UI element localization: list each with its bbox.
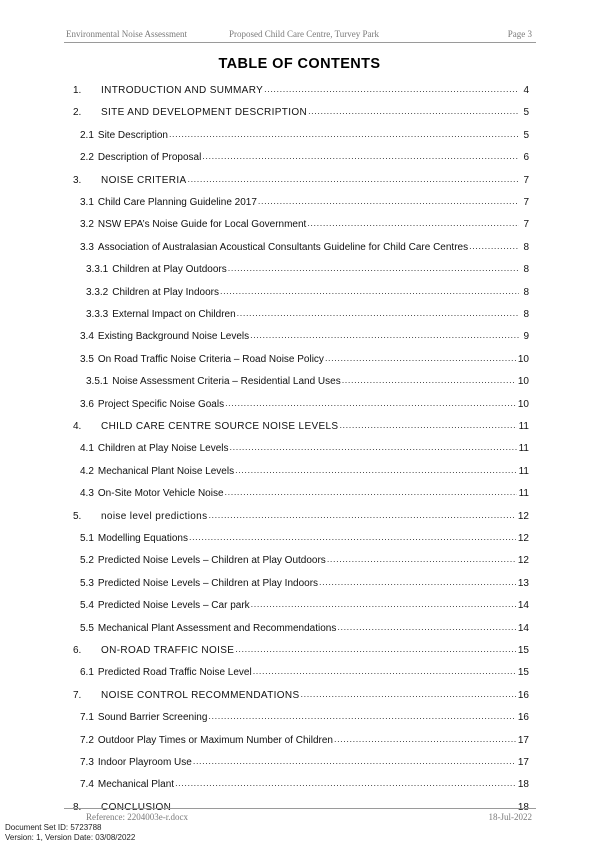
toc-entry-page: 10: [517, 353, 529, 365]
toc-dot-leader: [301, 690, 516, 699]
toc-entry-number: 6.1: [80, 667, 94, 679]
toc-entry-title: On-Site Motor Vehicle Noise: [97, 488, 224, 500]
footer-reference: Reference: 2204003e-r.docx: [86, 812, 188, 822]
toc-entry-page: 7: [523, 219, 529, 231]
toc-entry-page: 10: [517, 398, 529, 410]
toc-entry-page: 14: [517, 600, 529, 612]
toc-dot-leader: [169, 130, 519, 139]
toc-entry-number: 1.: [73, 85, 82, 96]
toc-entry-number: 3.5.1: [86, 376, 109, 388]
toc-entry-title: NOISE CONTROL RECOMMENDATIONS: [101, 689, 300, 701]
toc-entry[interactable]: [80, 326, 529, 342]
toc-entry-page: 9: [523, 331, 529, 343]
page-footer: [64, 808, 536, 823]
toc-dot-leader: [342, 376, 516, 385]
toc-entry-page: 8: [523, 286, 529, 298]
toc-entry-number: 4.3: [80, 488, 94, 500]
toc-entry-title: Children at Play Indoors: [112, 286, 219, 298]
toc-entry[interactable]: [86, 259, 529, 275]
toc-entry-title: Noise Assessment Criteria – Residential Land Uses: [112, 376, 341, 388]
toc-entry-title: Existing Background Noise Levels: [97, 331, 250, 343]
toc-entry-number: 3.3.3: [86, 309, 109, 320]
toc-dot-leader: [469, 242, 519, 251]
toc-entry-title: SITE AND DEVELOPMENT DESCRIPTION: [101, 107, 308, 119]
toc-entry-number: 7.2: [80, 734, 94, 746]
toc-entry-title: Mechanical Plant: [97, 779, 175, 791]
toc-entry-number: 7.: [73, 689, 82, 701]
toc-entry[interactable]: [73, 80, 529, 96]
toc-entry[interactable]: [80, 483, 529, 499]
toc-entry-number: 2.: [73, 107, 82, 119]
toc-entry-page: 11: [518, 443, 529, 455]
toc-dot-leader: [225, 399, 516, 408]
header-document-type: Environmental Noise Assessment: [66, 29, 187, 39]
toc-entry-title: Sound Barrier Screening: [97, 712, 208, 724]
toc-entry-page: 7: [523, 174, 529, 186]
toc-entry-number: 6.: [73, 645, 82, 656]
toc-entry-number: 7.3: [80, 757, 94, 768]
toc-entry-number: 5.2: [80, 555, 94, 567]
toc-dot-leader: [220, 287, 519, 296]
toc-entry-page: 5: [523, 107, 529, 119]
toc-dot-leader: [187, 175, 519, 184]
toc-entry[interactable]: [73, 170, 529, 186]
toc-entry-page: 10: [517, 376, 529, 388]
toc-entry-page: 7: [523, 197, 529, 208]
toc-entry[interactable]: [73, 685, 529, 701]
toc-dot-leader: [250, 331, 519, 340]
toc-entry[interactable]: [80, 550, 529, 566]
toc-entry-page: 11: [518, 465, 529, 477]
toc-entry-title: ON-ROAD TRAFFIC NOISE: [101, 645, 235, 656]
toc-entry-number: 7.1: [80, 712, 94, 724]
page-header: [64, 28, 536, 43]
toc-dot-leader: [339, 421, 516, 430]
toc-entry-number: 5.4: [80, 600, 94, 612]
toc-entry[interactable]: [73, 416, 529, 432]
header-page-number: Page 3: [507, 29, 532, 39]
toc-entry[interactable]: [80, 147, 529, 163]
toc-entry[interactable]: [80, 192, 529, 208]
toc-entry-number: 5.1: [80, 533, 94, 544]
toc-entry-number: 3.2: [80, 219, 94, 231]
toc-entry[interactable]: [80, 662, 529, 678]
toc-entry-title: Association of Australasian Acoustical Consultants Guideline for Child Care Centres: [97, 241, 469, 253]
toc-entry-number: 5.3: [80, 577, 94, 589]
toc-entry-page: 14: [517, 622, 529, 634]
toc-entry-title: Outdoor Play Times or Maximum Number of Children: [97, 734, 333, 746]
toc-dot-leader: [208, 511, 515, 520]
toc-entry-title: Predicted Road Traffic Noise Level: [97, 667, 252, 679]
toc-dot-leader: [193, 757, 516, 766]
toc-entry-title: Indoor Playroom Use: [97, 757, 192, 768]
toc-entry[interactable]: [80, 707, 529, 723]
toc-entry-number: 3.6: [80, 398, 94, 410]
toc-entry[interactable]: [80, 394, 529, 410]
toc-dot-leader: [258, 197, 519, 206]
toc-entry-title: Site Description: [97, 129, 168, 141]
toc-entry-page: 12: [517, 533, 529, 544]
header-project-name: Proposed Child Care Centre, Turvey Park: [229, 29, 379, 39]
toc-dot-leader: [235, 645, 516, 654]
toc-entry-page: 12: [517, 510, 529, 522]
toc-entry[interactable]: [80, 595, 529, 611]
toc-entry-number: 2.1: [80, 129, 94, 141]
toc-entry-page: 15: [517, 667, 529, 679]
toc-entry[interactable]: [80, 573, 529, 589]
toc-entry-title: NOISE CRITERIA: [101, 174, 187, 186]
toc-entry-title: noise level predictions: [101, 510, 208, 522]
toc-entry-number: 3.5: [80, 353, 94, 365]
toc-entry-title: NSW EPA’s Noise Guide for Local Government: [97, 219, 307, 231]
toc-entry-page: 8: [523, 241, 529, 253]
toc-entry-title: On Road Traffic Noise Criteria – Road Noise Policy: [97, 353, 324, 365]
toc-entry-number: 4.1: [80, 443, 94, 455]
toc-entry-page: 5: [523, 129, 529, 141]
toc-entry-title: INTRODUCTION AND SUMMARY: [101, 85, 264, 96]
toc-dot-leader: [175, 779, 516, 788]
toc-entry-number: 5.: [73, 510, 82, 522]
toc-dot-leader: [325, 354, 516, 363]
toc-entry-title: CONCLUSION: [101, 801, 172, 813]
toc-entry-page: 12: [517, 555, 529, 567]
toc-entry[interactable]: [80, 461, 529, 477]
toc-entry[interactable]: [73, 102, 529, 118]
document-stamp: [5, 823, 135, 843]
toc-title: TABLE OF CONTENTS: [218, 56, 381, 72]
document-set-id: Document Set ID: 5723788: [5, 823, 102, 832]
toc-dot-leader: [237, 309, 519, 318]
toc-entry[interactable]: [80, 125, 529, 141]
toc-entry-page: 18: [517, 801, 529, 813]
toc-entry-page: 15: [517, 645, 529, 656]
toc-entry[interactable]: [73, 640, 529, 656]
toc-dot-leader: [202, 152, 519, 161]
toc-entry-title: Mechanical Plant Noise Levels: [97, 465, 235, 477]
toc-entry-title: Child Care Planning Guideline 2017: [97, 197, 257, 208]
toc-entry-number: 3.3: [80, 241, 94, 253]
toc-dot-leader: [189, 533, 516, 542]
toc-entry-number: 5.5: [80, 622, 94, 634]
toc-dot-leader: [334, 735, 516, 744]
document-version: Version: 1, Version Date: 03/08/2022: [5, 833, 136, 842]
toc-entry-title: Description of Proposal: [97, 152, 202, 164]
toc-dot-leader: [337, 623, 516, 632]
toc-entry-page: 17: [517, 757, 529, 768]
footer-date: 18-Jul-2022: [488, 812, 532, 822]
toc-entry-page: 6: [523, 152, 529, 164]
toc-entry-title: External Impact on Children: [112, 309, 236, 320]
toc-dot-leader: [230, 443, 517, 452]
toc-entry[interactable]: [80, 730, 529, 746]
toc-entry-page: 13: [517, 577, 529, 589]
toc-entry-number: 4.2: [80, 465, 94, 477]
toc-dot-leader: [319, 578, 516, 587]
toc-entry-title: Project Specific Noise Goals: [97, 398, 225, 410]
toc-entry-page: 11: [518, 488, 529, 500]
toc-entry[interactable]: [80, 774, 529, 790]
toc-entry-number: 3.4: [80, 331, 94, 343]
toc-dot-leader: [251, 600, 516, 609]
toc-dot-leader: [235, 466, 517, 475]
toc-entry-title: Predicted Noise Levels – Children at Play Outdoors: [97, 555, 326, 567]
toc-entry-number: 3.: [73, 174, 82, 186]
toc-entry[interactable]: [86, 371, 529, 387]
toc-entry[interactable]: [80, 349, 529, 365]
toc-entry-page: 11: [518, 421, 529, 432]
toc-dot-leader: [264, 85, 519, 94]
toc-entry-title: Predicted Noise Levels – Children at Play Indoors: [97, 577, 319, 589]
toc-entry-number: 3.1: [80, 197, 94, 208]
toc-entry-title: Modelling Equations: [97, 533, 188, 544]
toc-entry-number: 3.3.1: [86, 264, 109, 276]
toc-entry-title: Children at Play Outdoors: [112, 264, 227, 276]
toc-entry-page: 16: [517, 689, 529, 701]
toc-dot-leader: [253, 667, 516, 676]
toc-dot-leader: [308, 107, 519, 116]
toc-dot-leader: [307, 219, 519, 228]
toc-entry-title: Mechanical Plant Assessment and Recommendations: [97, 622, 337, 634]
toc-entry[interactable]: [80, 237, 529, 253]
toc-entry-page: 4: [523, 85, 529, 96]
toc-dot-leader: [225, 488, 517, 497]
toc-entry[interactable]: [80, 618, 529, 634]
toc-entry-page: 16: [517, 712, 529, 724]
toc-entry-number: 4.: [73, 421, 82, 432]
toc-entry[interactable]: [73, 506, 529, 522]
toc-entry[interactable]: [80, 438, 529, 454]
toc-entry-title: CHILD CARE CENTRE SOURCE NOISE LEVELS: [101, 421, 339, 432]
toc-entry[interactable]: [80, 752, 529, 768]
toc-dot-leader: [327, 555, 516, 564]
toc-entry-page: 18: [517, 779, 529, 791]
toc-entry-number: 3.3.2: [86, 286, 109, 298]
toc-dot-leader: [208, 712, 515, 721]
toc-entry-page: 17: [517, 734, 529, 746]
toc-entry[interactable]: [86, 304, 529, 320]
toc-entry-page: 8: [523, 309, 529, 320]
toc-entry-number: 2.2: [80, 152, 94, 164]
toc-entry-title: Predicted Noise Levels – Car park: [97, 600, 250, 612]
toc-entry-page: 8: [523, 264, 529, 276]
toc-dot-leader: [228, 264, 519, 273]
toc-entry[interactable]: [86, 282, 529, 298]
toc-entry-number: 7.4: [80, 779, 94, 791]
toc-entry[interactable]: [80, 528, 529, 544]
toc-entry[interactable]: [80, 214, 529, 230]
toc-entry-title: Children at Play Noise Levels: [97, 443, 229, 455]
toc-entry-number: 8.: [73, 801, 82, 813]
